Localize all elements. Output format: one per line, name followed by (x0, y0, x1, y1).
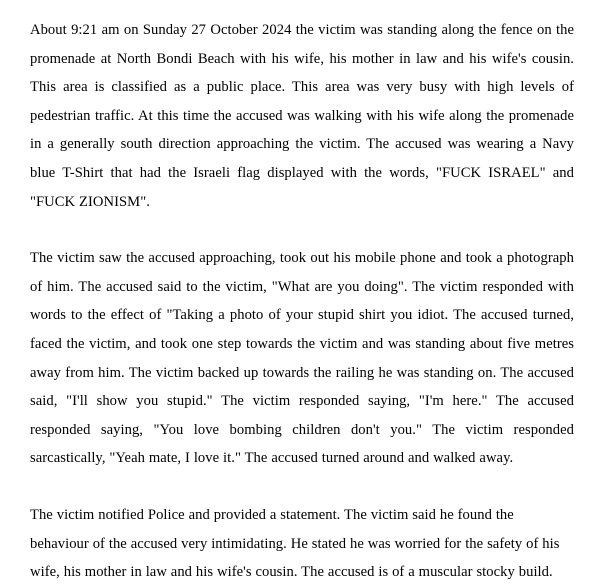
paragraph-2: The victim saw the accused approaching, took out his mobile phone and took a photograph of him. The accused said to the victim, "What are you doing". The victim responded with words to the effect of "Taking a photo of your stupid shirt you idiot. The accused turned, faced the victim, and took one step towards the victim and was standing about five metres away from him. The victim backed up towards the railing he was standing on. The accused said, "I'll show you stupid." The victim responded saying, "I'm here." The accused responded saying, "You love bombing children don't you." The victim responded sarcastically, "Yeah mate, I love it." The accused turned around and walked away. (30, 250, 574, 467)
paragraph-3: The victim notified Police and provided a statement. The victim said he found the behaviour of the accused very intimidating. He stated he was worried for the safety of his wife, his mother in law and his wife's cousin. The accused is of a muscular stocky build. (30, 506, 560, 581)
paragraph-1: About 9:21 am on Sunday 27 October 2024 the victim was standing along the fence on the promenade at North Bondi Beach with his wife, his mother in law and his wife's cousin. This area is classified as a public place. This area was very busy with high levels of pedestrian traffic. At this time the accused was walking with his wife along the promenade in a generally south direction approaching the victim. The accused was wearing a Navy blue T-Shirt that had the Israeli flag displayed with the words, "FUCK ISRAEL" and "FUCK ZIONISM". (30, 22, 574, 210)
